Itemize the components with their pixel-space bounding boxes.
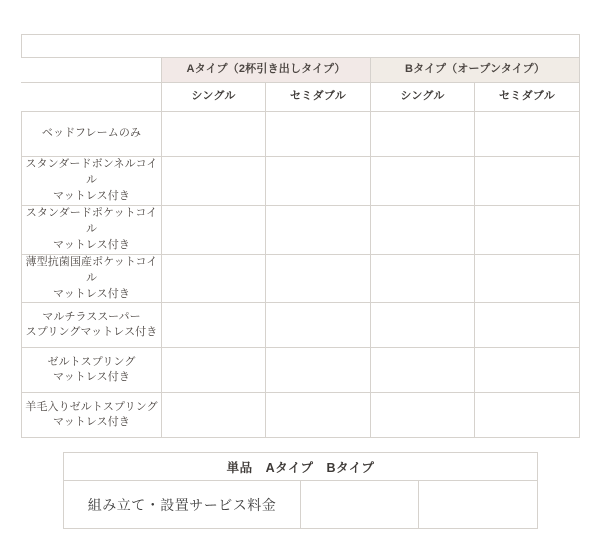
row-label-line: 薄型抗菌国産ポケットコイル — [25, 255, 158, 284]
cell-5-3 — [475, 348, 580, 393]
cell-5-1 — [266, 348, 371, 393]
table-row — [22, 254, 580, 303]
cell-0-2 — [371, 112, 475, 157]
cell-2-2 — [371, 205, 475, 254]
cell-4-2 — [371, 303, 475, 348]
row-label-zelt-spring — [22, 348, 162, 393]
table-row — [22, 348, 580, 393]
cell-3-0 — [162, 254, 266, 303]
service-fee-table — [63, 452, 538, 529]
row-label-line: ゼルトスプリング — [47, 355, 136, 368]
table-title-row — [22, 35, 580, 58]
cell-4-0 — [162, 303, 266, 348]
row-label-line: マルチラススーパー — [42, 310, 141, 323]
service-fee-table-container — [63, 452, 537, 529]
specification-table — [21, 34, 580, 438]
cell-6-3 — [475, 393, 580, 438]
cell-0-1 — [266, 112, 371, 157]
size-header-b-semidouble: セミダブル — [475, 83, 580, 112]
row-label-thin-antibacterial-pocket-coil — [22, 254, 162, 303]
row-label-standard-pocket-coil — [22, 205, 162, 254]
type-a-header: Aタイプ（2杯引き出しタイプ） — [162, 58, 371, 83]
cell-5-0 — [162, 348, 266, 393]
service-fee-row — [64, 481, 538, 529]
table-row — [22, 393, 580, 438]
cell-3-2 — [371, 254, 475, 303]
row-label-line: スタンダードポケットコイル — [25, 206, 158, 235]
cell-1-2 — [371, 157, 475, 206]
row-label-line: マットレス付き — [53, 287, 130, 300]
type-header-row — [22, 58, 580, 83]
row-label-line: スプリングマットレス付き — [25, 326, 158, 339]
size-corner-blank-cell — [22, 83, 162, 112]
row-label-standard-bonnell-coil — [22, 157, 162, 206]
size-header-b-single: シングル — [371, 83, 475, 112]
size-header-row — [22, 83, 580, 112]
row-label-frame-only — [22, 112, 162, 157]
cell-6-2 — [371, 393, 475, 438]
row-label-line: マットレス付き — [53, 238, 130, 251]
service-fee-header-row — [64, 453, 538, 481]
cell-3-3 — [475, 254, 580, 303]
cell-6-1 — [266, 393, 371, 438]
row-label-line: マットレス付き — [53, 189, 130, 202]
table-row — [22, 205, 580, 254]
cell-5-2 — [371, 348, 475, 393]
table-title: すのこ仕様 — [22, 35, 580, 58]
row-label-wool-zelt-spring — [22, 393, 162, 438]
table-row — [22, 303, 580, 348]
service-fee-label: 組み立て・設置サービス料金 — [64, 481, 301, 529]
specification-table-container — [21, 34, 579, 438]
row-label-line: ベッドフレームのみ — [41, 127, 142, 140]
cell-0-0 — [162, 112, 266, 157]
row-label-multilas-super-spring — [22, 303, 162, 348]
cell-1-0 — [162, 157, 266, 206]
cell-3-1 — [266, 254, 371, 303]
cell-2-0 — [162, 205, 266, 254]
cell-2-3 — [475, 205, 580, 254]
cell-0-3 — [475, 112, 580, 157]
type-b-header: Bタイプ（オープンタイプ） — [371, 58, 580, 83]
cell-4-3 — [475, 303, 580, 348]
cell-4-1 — [266, 303, 371, 348]
size-header-a-single: シングル — [162, 83, 266, 112]
corner-blank-cell — [22, 58, 162, 83]
cell-1-1 — [266, 157, 371, 206]
service-fee-header: 単品 Aタイプ Bタイプ — [64, 453, 538, 481]
table-row — [22, 112, 580, 157]
cell-2-1 — [266, 205, 371, 254]
service-fee-value-b — [419, 481, 538, 529]
size-header-a-semidouble: セミダブル — [266, 83, 371, 112]
row-label-line: マットレス付き — [53, 416, 130, 429]
table-row — [22, 157, 580, 206]
cell-1-3 — [475, 157, 580, 206]
service-fee-value-a — [301, 481, 419, 529]
row-label-line: 羊毛入りゼルトスプリング — [25, 400, 158, 413]
row-label-line: スタンダードボンネルコイル — [25, 158, 158, 186]
row-label-line: マットレス付き — [53, 371, 130, 384]
cell-6-0 — [162, 393, 266, 438]
